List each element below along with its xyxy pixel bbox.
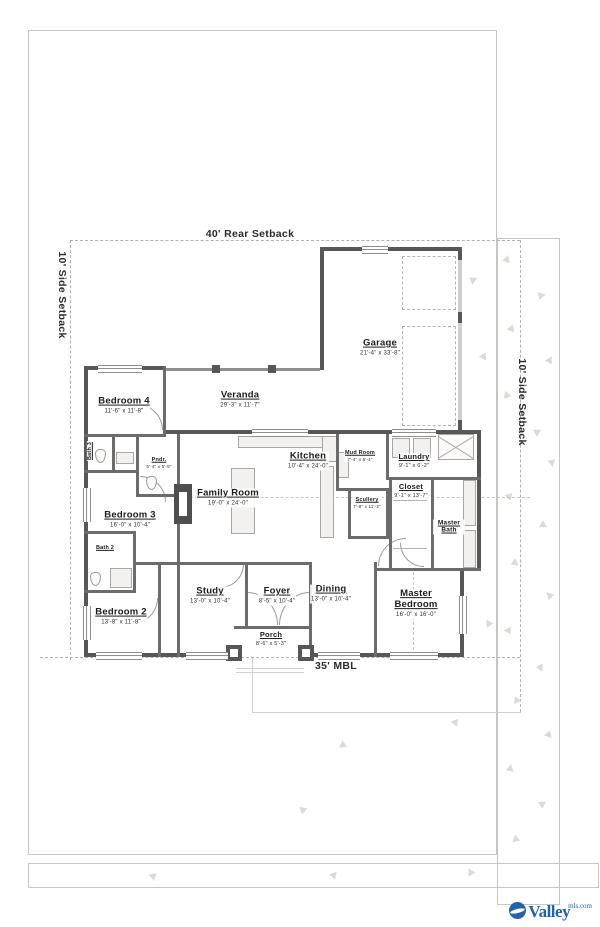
garage-bay-dashed — [402, 256, 456, 310]
fireplace-firebox — [179, 492, 187, 516]
room-label-closet: Closet 9'-1" x 13'-7" — [394, 482, 428, 499]
right-setback-line — [520, 240, 521, 712]
side-easement-strip — [497, 238, 560, 905]
wall-segment — [112, 434, 115, 473]
kitchen-counter — [238, 436, 334, 448]
wall-segment — [136, 562, 312, 565]
wall-segment — [386, 491, 389, 539]
wall-segment — [136, 434, 139, 497]
window — [186, 652, 228, 660]
room-label-dining: Dining 13'-0" x 10'-4" — [311, 583, 351, 603]
room-label-master-bath: Master Bath — [433, 520, 465, 535]
walk-line — [252, 658, 253, 712]
porch-step — [236, 672, 304, 673]
wall-segment — [374, 562, 377, 657]
wall-segment — [166, 368, 320, 371]
left-setback-line — [70, 240, 71, 660]
triangle-marker — [514, 696, 522, 705]
valleymls-logo-name: Valley — [528, 901, 571, 921]
wall-segment — [336, 434, 339, 491]
right-setback-label: 10' Side Setback — [516, 358, 528, 446]
veranda-post — [268, 365, 276, 373]
window — [459, 596, 467, 634]
window — [83, 488, 91, 522]
window — [362, 246, 388, 254]
closet-rod — [393, 548, 427, 549]
shower — [438, 434, 474, 460]
room-label-bath3: Bath 3 — [86, 441, 93, 461]
porch-column — [298, 645, 314, 661]
wall-segment — [84, 531, 136, 534]
wall-segment — [245, 562, 248, 628]
valleymls-logo[interactable] — [509, 902, 594, 919]
kitchen-counter — [320, 466, 334, 538]
room-label-study: Study 13'-0" x 10'-4" — [190, 585, 230, 605]
rear-setback-line — [70, 240, 520, 241]
triangle-marker — [547, 459, 556, 467]
closet-rod — [393, 500, 427, 501]
valleymls-logo-tld: mls.com — [568, 902, 592, 910]
wall-segment — [386, 434, 389, 480]
wall-segment — [84, 590, 136, 593]
wall-segment — [177, 434, 180, 657]
bathtub — [463, 530, 476, 568]
valleymls-logo-icon — [509, 902, 526, 919]
garage-door-opening — [458, 323, 462, 420]
room-label-pndr: Pndr. 5'-4" x 5'-9" — [146, 456, 172, 470]
window — [390, 652, 438, 660]
wall-segment — [320, 247, 324, 370]
wall-segment — [389, 477, 392, 570]
room-label-bath2: Bath 2 — [95, 544, 115, 551]
triangle-marker — [504, 391, 512, 400]
window — [96, 652, 142, 660]
road-strip — [28, 863, 599, 888]
window — [83, 606, 91, 640]
left-setback-label: 10' Side Setback — [56, 251, 68, 339]
room-label-veranda: Veranda 29'-3" x 11'-7" — [220, 389, 260, 409]
wall-segment — [84, 434, 166, 437]
garage-bay-dashed — [402, 326, 456, 426]
window — [318, 652, 360, 660]
walk-line — [252, 712, 521, 713]
room-label-foyer: Foyer 8'-5" x 10'-4" — [258, 585, 296, 605]
wall-segment — [320, 247, 462, 251]
shower — [110, 568, 132, 588]
window — [98, 365, 142, 373]
window — [252, 429, 308, 437]
room-label-master-bedroom: Master Bedroom 16'-0" x 16'-0" — [383, 589, 449, 619]
room-label-scullery: Scullery 7'-8" x 11'-2" — [353, 496, 381, 510]
triangle-marker — [469, 869, 476, 877]
wall-segment — [158, 562, 161, 657]
wall-segment — [309, 562, 312, 657]
room-label-porch: Porch 8'-6" x 5'-3" — [255, 630, 287, 647]
veranda-post — [212, 365, 220, 373]
room-label-mudroom: Mud Room 7'-4" x 6'-4" — [344, 449, 376, 463]
wall-segment — [374, 568, 481, 571]
room-label-garage: Garage 21'-4" x 33'-8" — [360, 337, 400, 357]
window — [392, 429, 436, 437]
room-label-bedroom3: Bedroom 3 16'-0" x 10'-4" — [104, 509, 156, 529]
room-label-bedroom4: Bedroom 4 11'-6" x 11'-8" — [98, 395, 150, 415]
porch-step — [236, 668, 304, 669]
room-label-family-room: Family Room 19'-0" x 24'-0" — [197, 487, 259, 507]
wall-segment — [348, 491, 351, 539]
wall-segment — [348, 536, 389, 539]
wall-segment — [477, 430, 481, 571]
room-label-laundry: Laundry 9'-1" x 6'-2" — [398, 452, 430, 469]
wall-segment — [163, 366, 166, 434]
triangle-marker — [538, 291, 546, 300]
garage-door-opening — [458, 260, 462, 312]
triangle-marker — [510, 557, 519, 565]
mbl-label: 35' MBL — [315, 660, 357, 672]
rear-setback-label: 40' Rear Setback — [205, 228, 295, 240]
porch-column — [226, 645, 242, 661]
wall-segment — [336, 488, 389, 491]
room-label-bedroom2: Bedroom 2 13'-8" x 11'-8" — [95, 606, 147, 626]
triangle-marker — [486, 619, 494, 628]
room-label-kitchen: Kitchen 10'-4" x 24'-0" — [288, 450, 328, 470]
vanity — [116, 452, 134, 464]
